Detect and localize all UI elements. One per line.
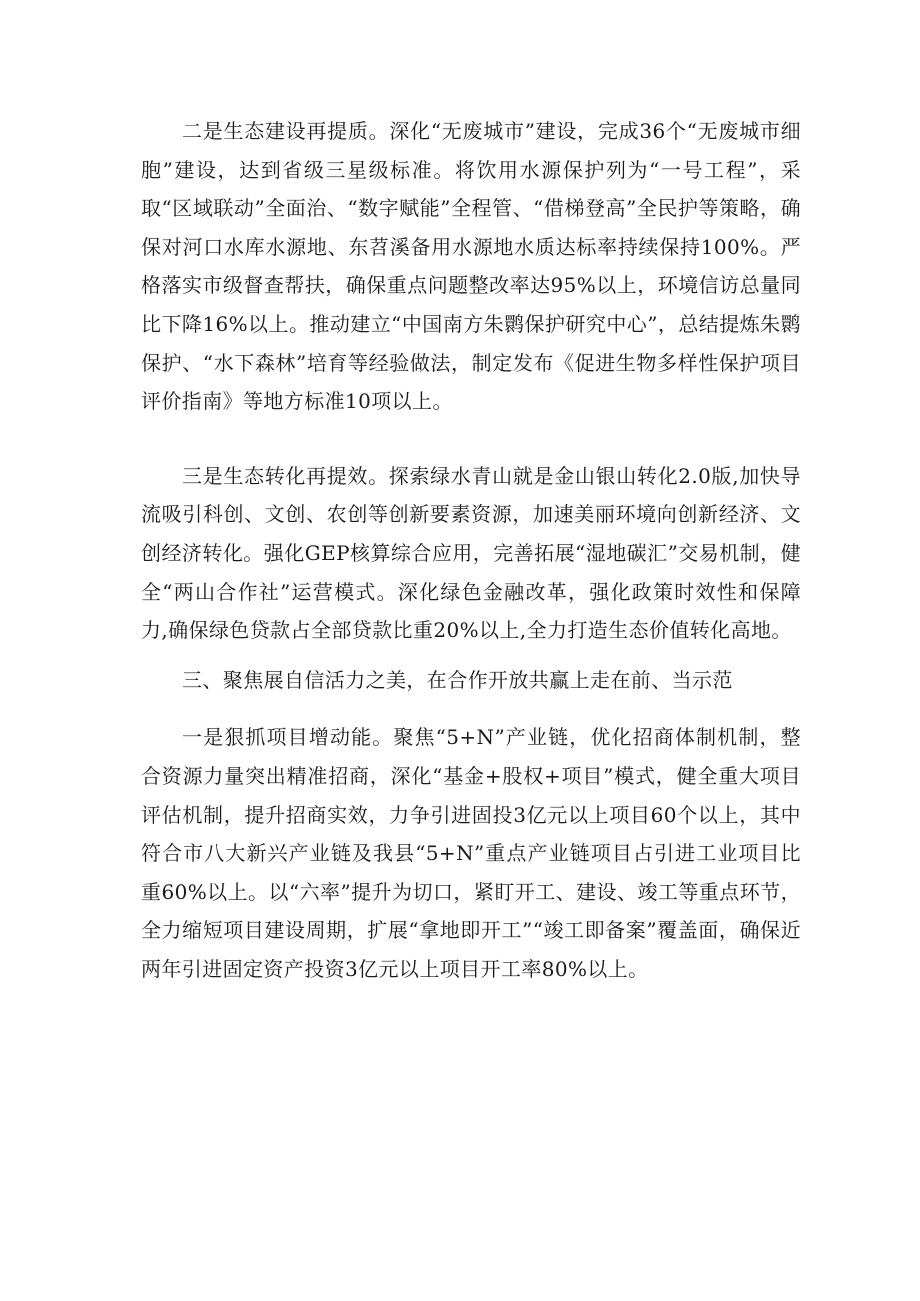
section-heading: 三、聚焦展自信活力之美，在合作开放共赢上走在前、当示范 <box>182 667 733 692</box>
paragraph-ecology-transform: 三是生态转化再提效。探索绿水青山就是金山银山转化2.0版,加快导流吸引科创、文创、农创等创新要素资源，加速美丽环境向创新经济、文创经济转化。强化GEP核算综合应用，完善拓展“湿地碳汇”交易机制，健全“两山合作社”运营模式。深化绿色金融改革，强化政策时效性和保障力,确保绿色贷款占全部贷款比重20%以上,全力打造生态价值转化高地。 <box>141 463 801 643</box>
document-body <box>141 112 801 988</box>
paragraph-project-momentum: 一是狠抓项目增动能。聚焦“5+N”产业链，优化招商体制机制，整合资源力量突出精准招商，深化“基金+股权+项目”模式，健全重大项目评估机制，提升招商实效，力争引进固投3亿元以上项目60个以上，其中符合市八大新兴产业链及我县“5+N”重点产业链项目占引进工业项目比重60%以上。以“六率”提升为切口，紧盯开工、建设、竣工等重点环节，全力缩短项目建设周期，扩展“拿地即开工”“竣工即备案”覆盖面，确保近两年引进固定资产投资3亿元以上项目开工率80%以上。 <box>141 725 801 981</box>
paragraph-ecology-quality: 二是生态建设再提质。深化“无废城市”建设，完成36个“无废城市细胞”建设，达到省级三星级标准。将饮用水源保护列为“一号工程”，采取“区域联动”全面治、“数字赋能”全程管、“借梯登高”全民护等策略，确保对河口水库水源地、东苕溪备用水源地水质达标率持续保持100%。严格落实市级督查帮扶，确保重点问题整改率达95%以上，环境信访总量同比下降16%以上。推动建立“中国南方朱鹮保护研究中心”，总结提炼朱鹮保护、“水下森林”培育等经验做法，制定发布《促进生物多样性保护项目评价指南》等地方标准10项以上。 <box>141 119 801 414</box>
